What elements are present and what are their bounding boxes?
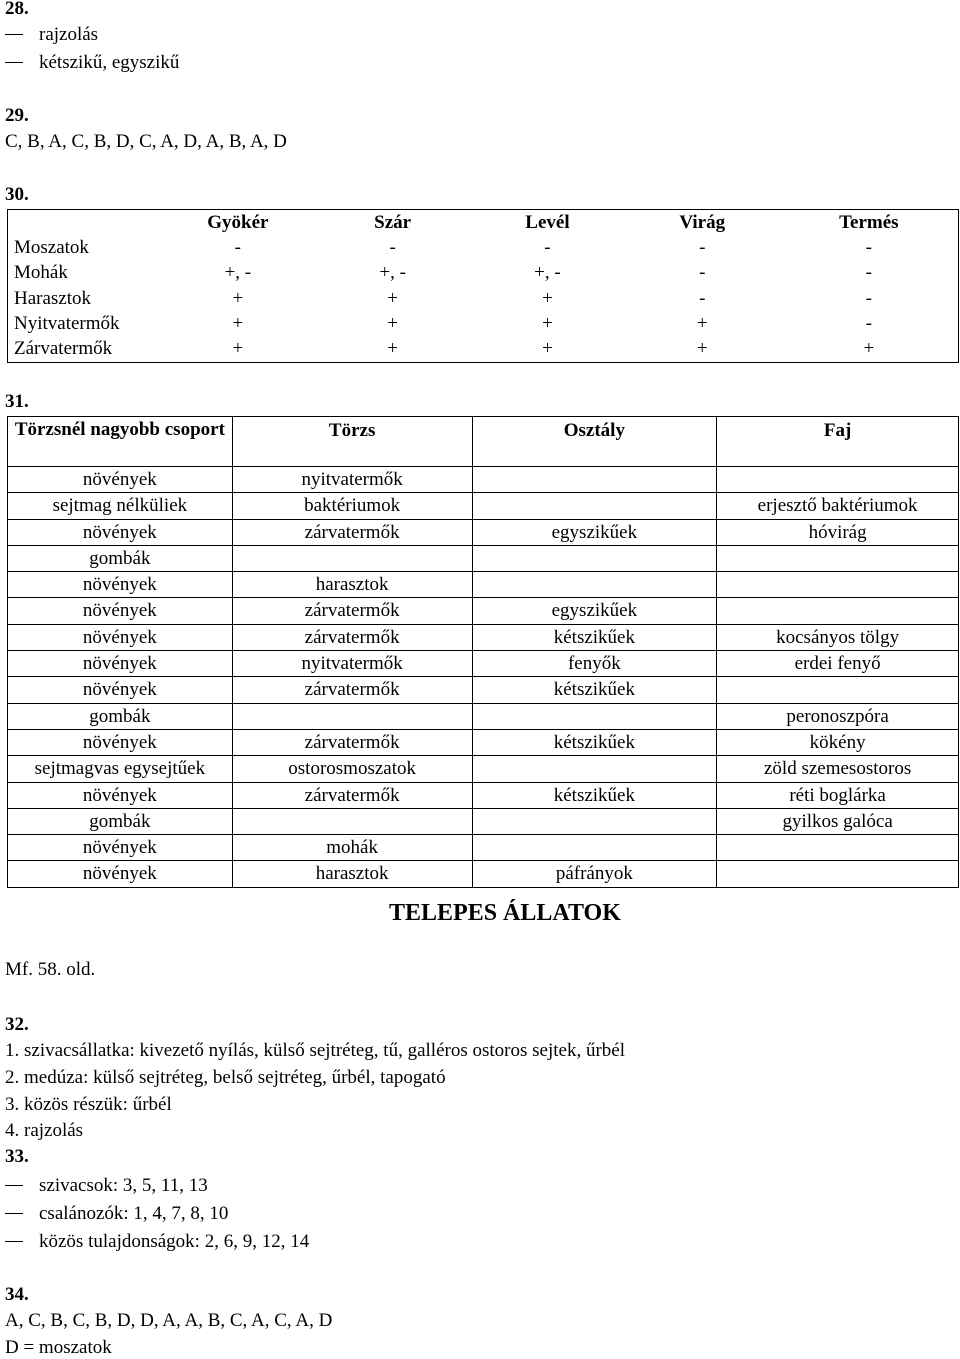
table-row [8, 235, 959, 260]
q28-item-text: rajzolás [39, 24, 99, 45]
taxonomy-table [7, 416, 959, 888]
table-row [8, 677, 959, 703]
q28-number: 28. [5, 0, 29, 19]
table-cell: zöld szemesostoros [717, 756, 959, 782]
table-cell: baktériumok [232, 493, 472, 519]
table-cell: zárvatermők [232, 624, 472, 650]
header-cell: Törzsnél nagyobb csoport [8, 417, 233, 467]
table-cell: + [863, 338, 875, 360]
row-label: növények [8, 598, 233, 624]
table-cell: + [696, 312, 708, 334]
row-label: Harasztok [14, 287, 92, 309]
table-cell: - [865, 236, 872, 258]
q33-item-text: csalánozók: 1, 4, 7, 8, 10 [39, 1203, 229, 1224]
table-cell: hóvirág [717, 519, 959, 545]
table-cell: gyilkos galóca [717, 808, 959, 834]
table-row [8, 808, 959, 834]
table-cell: + [696, 338, 708, 360]
table-row [8, 598, 959, 624]
row-label: növények [8, 861, 233, 887]
table-cell [717, 835, 959, 861]
table-cell: zárvatermők [232, 598, 472, 624]
table-cell: kétszikűek [472, 782, 717, 808]
table-cell: kökény [717, 729, 959, 755]
table-cell [232, 545, 472, 571]
table-cell: + [542, 287, 553, 309]
row-label: növények [8, 651, 233, 677]
table-cell: harasztok [232, 861, 472, 887]
table-cell: egyszikűek [472, 598, 717, 624]
q28-item [5, 52, 179, 74]
table-row [8, 286, 959, 311]
table-row [8, 861, 959, 887]
table-cell: zárvatermők [232, 782, 472, 808]
row-label: növények [8, 624, 233, 650]
table-row [8, 336, 959, 362]
table-cell: - [865, 312, 872, 334]
table-row [8, 651, 959, 677]
table-row [8, 493, 959, 519]
table-row [8, 729, 959, 755]
q33-number: 33. [5, 1146, 29, 1167]
q32-line: 2. medúza: külső sejtréteg, belső sejtréteg, űrbél, tapogató [5, 1067, 446, 1088]
table-cell: kétszikűek [472, 624, 717, 650]
row-label: Moszatok [14, 236, 89, 258]
table-cell [472, 835, 717, 861]
table-cell: + [542, 312, 553, 334]
table-cell: réti boglárka [717, 782, 959, 808]
q32-line: 1. szivacsállatka: kivezető nyílás, külső sejtréteg, tű, galléros ostoros sejtek, űrbél [5, 1040, 625, 1061]
table-header-row [8, 210, 959, 236]
table-cell [717, 572, 959, 598]
row-label: sejtmagvas egysejtűek [8, 756, 233, 782]
table-cell: nyitvatermők [232, 651, 472, 677]
table-cell: + [232, 312, 244, 334]
table-row [8, 311, 959, 336]
table-cell: +, - [224, 262, 252, 284]
table-cell [717, 861, 959, 887]
header-cell: Osztály [472, 417, 717, 467]
row-label: növények [8, 835, 233, 861]
table-cell: kétszikűek [472, 677, 717, 703]
dash-marker [5, 1185, 23, 1186]
row-label: növények [8, 782, 233, 808]
header-cell: Virág [679, 211, 726, 233]
header-cell: Szár [374, 211, 412, 233]
table-cell [472, 572, 717, 598]
table-row [8, 261, 959, 286]
q29-answer: C, B, A, C, B, D, C, A, D, A, B, A, D [5, 131, 287, 152]
table-cell [232, 808, 472, 834]
table-cell: + [232, 287, 244, 309]
dash-marker [5, 1213, 23, 1214]
table-cell: + [232, 338, 244, 360]
table-cell: - [234, 236, 241, 258]
q34-answer: A, C, B, C, B, D, D, A, A, B, C, A, C, A, D [5, 1310, 333, 1331]
table-cell [717, 598, 959, 624]
dash-marker [5, 34, 23, 35]
q32-line: 3. közös részük: űrbél [5, 1094, 172, 1115]
q31-number: 31. [5, 391, 29, 412]
table-cell: erjesztő baktériumok [717, 493, 959, 519]
header-cell: Gyökér [207, 211, 269, 233]
q33-item [5, 1203, 228, 1225]
row-label: növények [8, 467, 233, 493]
table-row [8, 756, 959, 782]
table-cell: - [865, 287, 872, 309]
table-cell [472, 467, 717, 493]
q33-item [5, 1175, 208, 1197]
row-label: Mohák [14, 262, 68, 284]
table-cell: zárvatermők [232, 519, 472, 545]
table-cell: fenyők [472, 651, 717, 677]
row-label: Zárvatermők [14, 338, 113, 360]
table-cell [472, 545, 717, 571]
table-cell: kocsányos tölgy [717, 624, 959, 650]
row-label: növények [8, 729, 233, 755]
q34-number: 34. [5, 1284, 29, 1305]
table-cell: zárvatermők [232, 677, 472, 703]
row-label: sejtmag nélküliek [8, 493, 233, 519]
q33-item-text: közös tulajdonságok: 2, 6, 9, 12, 14 [39, 1231, 310, 1252]
header-cell: Termés [839, 211, 899, 233]
row-label: gombák [8, 545, 233, 571]
table-cell: kétszikűek [472, 729, 717, 755]
row-label: gombák [8, 703, 233, 729]
q28-item [5, 24, 98, 46]
q30-number: 30. [5, 184, 29, 205]
row-label: növények [8, 677, 233, 703]
table-row [8, 624, 959, 650]
table-cell: ostorosmoszatok [232, 756, 472, 782]
row-label: növények [8, 519, 233, 545]
table-cell: - [699, 236, 706, 258]
table-cell [717, 545, 959, 571]
table-cell [472, 808, 717, 834]
page-reference: Mf. 58. old. [5, 959, 96, 980]
table-cell: - [389, 236, 396, 258]
table-row [8, 545, 959, 571]
table-cell [472, 756, 717, 782]
table-cell: - [699, 262, 706, 284]
table-cell: egyszikűek [472, 519, 717, 545]
dash-marker [5, 62, 23, 63]
table-cell [717, 677, 959, 703]
q32-number: 32. [5, 1014, 29, 1035]
table-cell: zárvatermők [232, 729, 472, 755]
table-cell: erdei fenyő [717, 651, 959, 677]
table-cell [472, 703, 717, 729]
table-cell: + [387, 312, 398, 334]
table-row [8, 572, 959, 598]
table-cell [717, 467, 959, 493]
table-cell: +, - [534, 262, 561, 284]
table-header-row [8, 417, 959, 467]
row-label: növények [8, 572, 233, 598]
table-row [8, 467, 959, 493]
header-cell: Törzs [232, 417, 472, 467]
q32-line: 4. rajzolás [5, 1120, 84, 1141]
header-cell: Levél [525, 211, 570, 233]
table-row [8, 835, 959, 861]
q34-note: D = moszatok [5, 1337, 112, 1358]
q33-item-text: szivacsok: 3, 5, 11, 13 [39, 1175, 208, 1196]
table-cell: - [699, 287, 706, 309]
table-cell: - [544, 236, 551, 258]
header-cell: Faj [717, 417, 959, 467]
q28-item-text: kétszikű, egyszikű [39, 52, 180, 73]
q29-number: 29. [5, 105, 29, 126]
table-cell: páfrányok [472, 861, 717, 887]
table-cell [232, 703, 472, 729]
table-cell: + [387, 287, 398, 309]
table-row [8, 782, 959, 808]
dash-marker [5, 1241, 23, 1242]
table-cell: peronoszpóra [717, 703, 959, 729]
table-cell: +, - [379, 262, 406, 284]
plant-organs-table [7, 209, 959, 363]
table-cell: mohák [232, 835, 472, 861]
section-title: TELEPES ÁLLATOK [389, 900, 621, 926]
q33-item [5, 1231, 309, 1253]
table-cell [472, 493, 717, 519]
row-label: Nyitvatermők [14, 312, 120, 334]
table-cell: harasztok [232, 572, 472, 598]
table-cell: - [865, 262, 872, 284]
row-label: gombák [8, 808, 233, 834]
table-row [8, 703, 959, 729]
table-cell: nyitvatermők [232, 467, 472, 493]
table-row [8, 519, 959, 545]
table-cell: + [542, 338, 553, 360]
header-cell [8, 210, 161, 236]
table-cell: + [387, 338, 398, 360]
